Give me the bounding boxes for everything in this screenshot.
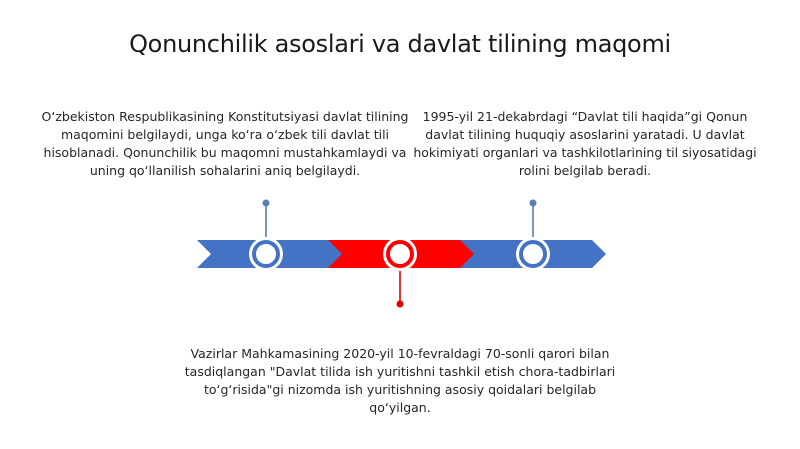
milestone-3-text: 1995-yil 21-dekabrdagi “Davlat tili haqida”gi Qonun davlat tilining huquqiy asoslarini yaratadi. U davlat hokimiyati organlari va tashkilotlarining til siyosatidagi rolini belgilab beradi. [413, 109, 757, 178]
milestone-1-marker [249, 237, 283, 271]
connector-1-dot [263, 200, 270, 207]
connector-2-dot [397, 301, 404, 308]
connector-3-dot [530, 200, 537, 207]
slide-title: Qonunchilik asoslari va davlat tilining maqomi [129, 30, 671, 58]
milestone-1-text: O‘zbekiston Respublikasining Konstitutsiyasi davlat tilining maqomini belgilaydi, unga ko‘ra o‘zbek tili davlat tili hisoblanadi. Qonunchilik bu maqomni mustahkamlaydi va uning qo‘llanilish sohalarini aniq belgilaydi. [41, 109, 409, 178]
milestone-3-marker [516, 237, 550, 271]
milestone-2-marker [383, 237, 417, 271]
milestone-2-text: Vazirlar Mahkamasining 2020-yil 10-fevraldagi 70-sonli qarori bilan tasdiqlangan "Davlat tilida ish yuritishni tashkil etish chora-tadbirlari to‘g‘risida"gi nizomda ish yuritishning asosiy qoidalari belgilab qo‘yilgan. [184, 346, 616, 415]
